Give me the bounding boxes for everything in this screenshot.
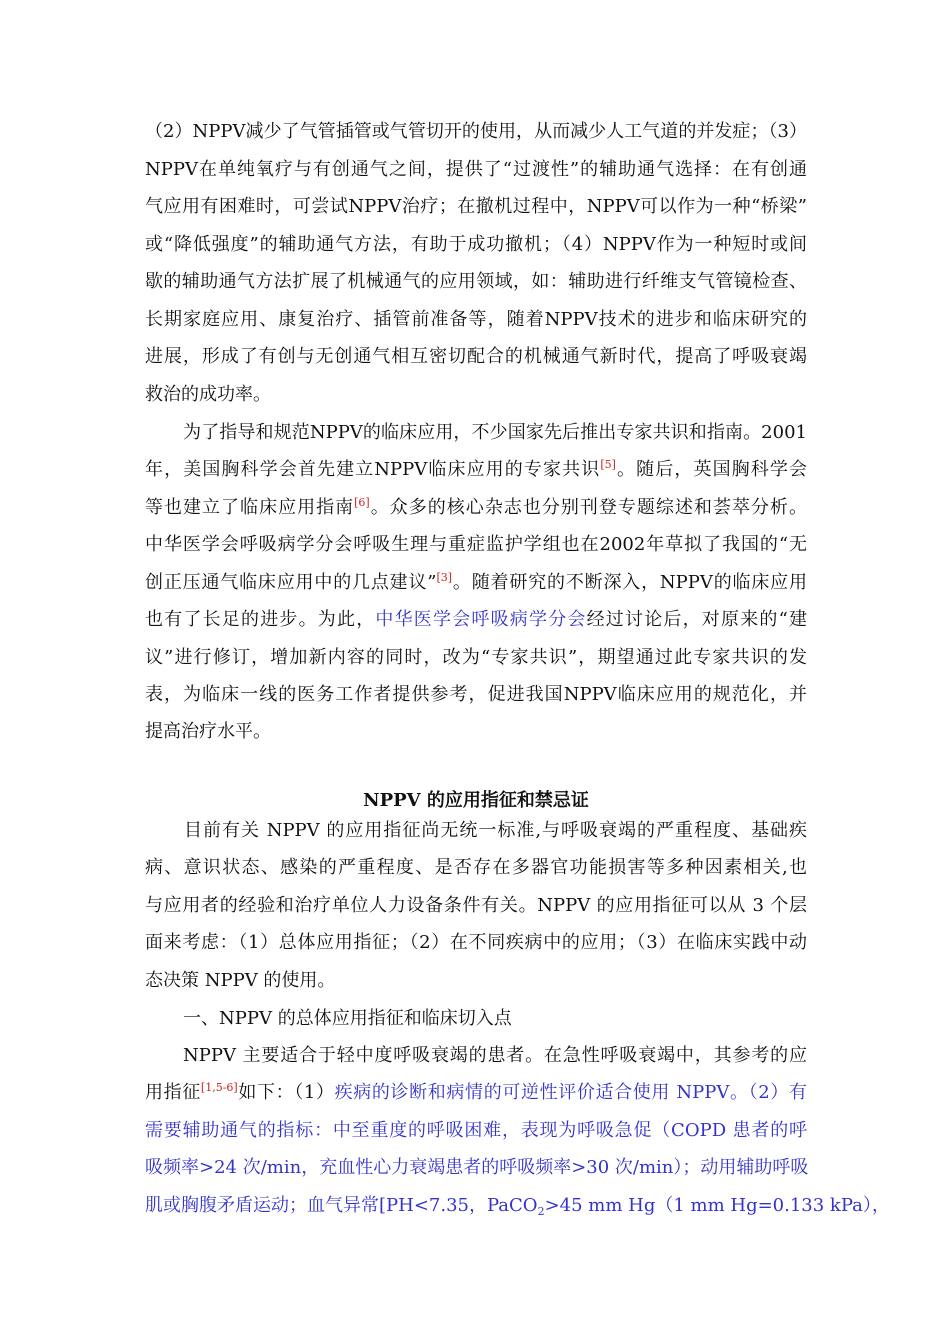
subscript: 2 [537, 1205, 545, 1218]
paragraph-4-line: 吸频率>24 次/min，充血性心力衰竭患者的呼吸频率>30 次/min）；动用辅助呼吸 [145, 1157, 809, 1178]
text: >45 mm Hg（1 mm Hg=0.133 kPa）， [544, 1195, 890, 1216]
text: 经过讨论后，对原来的“建 [586, 609, 808, 630]
subheading-text: 一、NPPV 的总体应用指征和临床切入点 [183, 1008, 512, 1029]
paragraph-1-line: 进展，形成了有创与无创通气相互密切配合的机械通气新时代，提高了呼吸衰竭 [145, 346, 807, 367]
paragraph-2-line [145, 607, 807, 633]
paragraph-1-line: 或“降低强度”的辅助通气方法，有助于成功撤机；（4）NPPV作为一种短时或间 [145, 234, 807, 255]
paragraph-4-line: 需要辅助通气的指标：中至重度的呼吸困难，表现为呼吸急促（COPD 患者的呼 [145, 1120, 807, 1141]
paragraph-2-line [145, 495, 807, 521]
text: 目前有关 NPPV 的应用指征尚无统一标准,与呼吸衰竭的严重程度、基础疾 [183, 820, 807, 841]
paragraph-3-line: 态决策 NPPV 的使用。 [145, 970, 336, 991]
paragraph-2-line: 中华医学会呼吸病学分会呼吸生理与重症监护学组也在2002年草拟了我国的“无 [145, 534, 807, 555]
text: 等也建立了临床应用指南 [145, 497, 355, 518]
paragraph-2-line: 提高治疗水平。 [145, 721, 271, 742]
text: 年，美国胸科学会首先建立NPPV临床应用的专家共识 [145, 459, 601, 480]
text: 为了指导和规范NPPV的临床应用，不少国家先后推出专家共识和指南。2001 [183, 422, 807, 443]
paragraph-2-line: 表，为临床一线的医务工作者提供参考，促进我国NPPV临床应用的规范化，并 [145, 684, 807, 705]
paragraph-1-line: 歇的辅助通气方法扩展了机械通气的应用领域，如：辅助进行纤维支气管镜检查、 [145, 271, 807, 292]
text: 。随着研究的不断深入，NPPV的临床应用 [452, 572, 807, 593]
highlighted-text: 疾病的诊断和病情的可逆性评价适合使用 NPPV。（2）有 [334, 1082, 807, 1103]
paragraph-4-line [145, 1080, 807, 1106]
citation-link-5[interactable]: [5] [600, 458, 616, 471]
paragraph-2-line [145, 457, 807, 483]
paragraph-3-line: 与应用者的经验和治疗单位人力设备条件有关。NPPV 的应用指征可以从 3 个层 [145, 895, 807, 916]
paragraph-3-line: 病、意识状态、感染的严重程度、是否存在多器官功能损害等多种因素相关,也 [145, 857, 807, 878]
text: 。随后，英国胸科学会 [615, 459, 807, 480]
text: 用指征 [145, 1082, 201, 1103]
paragraph-1-line: （2）NPPV减少了气管插管或气管切开的使用，从而减少人工气道的并发症；（3） [145, 121, 807, 142]
paragraph-1-line: 救治的成功率。 [145, 384, 271, 405]
text: 如下：（1） [237, 1082, 335, 1103]
text: 。众多的核心杂志也分别刊登专题综述和荟萃分析。 [369, 497, 808, 518]
section-heading: NPPV 的应用指征和禁忌证 [363, 790, 589, 811]
paragraph-3-line: 面来考虑：（1）总体应用指征；（2）在不同疾病中的应用；（3）在临床实践中动 [145, 932, 807, 953]
paragraph-1-line: NPPV在单纯氧疗与有创通气之间，提供了“过渡性”的辅助通气选择：在有创通 [145, 159, 807, 180]
text: 创正压通气临床应用中的几点建议” [145, 572, 437, 593]
text: 也有了长足的进步。为此， [145, 609, 376, 630]
paragraph-4-line [145, 1193, 890, 1219]
organization-link[interactable]: 中华医学会呼吸病学分会 [375, 609, 587, 630]
paragraph-4-line [145, 1043, 807, 1069]
citation-link-3[interactable]: [3] [436, 571, 453, 584]
paragraph-3-line [145, 818, 807, 844]
text: 肌或胸腹矛盾运动；血气异常[PH<7.35，PaCO [145, 1195, 538, 1216]
paragraph-1-line: 长期家庭应用、康复治疗、插管前准备等，随着NPPV技术的进步和临床研究的 [145, 309, 807, 330]
paragraph-2-line [145, 420, 807, 446]
text: NPPV 主要适合于轻中度呼吸衰竭的患者。在急性呼吸衰竭中，其参考的应 [183, 1045, 807, 1066]
citation-link-1-5-6[interactable]: [1,5-6] [200, 1081, 238, 1094]
paragraph-1-line: 气应用有困难时，可尝试NPPV治疗；在撤机过程中，NPPV可以作为一种“桥梁” [145, 196, 807, 217]
paragraph-2-line: 议”进行修订，增加新内容的同时，改为“专家共识”，期望通过此专家共识的发 [145, 647, 807, 668]
subheading [145, 1006, 807, 1032]
citation-link-6[interactable]: [6] [354, 496, 370, 509]
paragraph-2-line [145, 570, 807, 596]
